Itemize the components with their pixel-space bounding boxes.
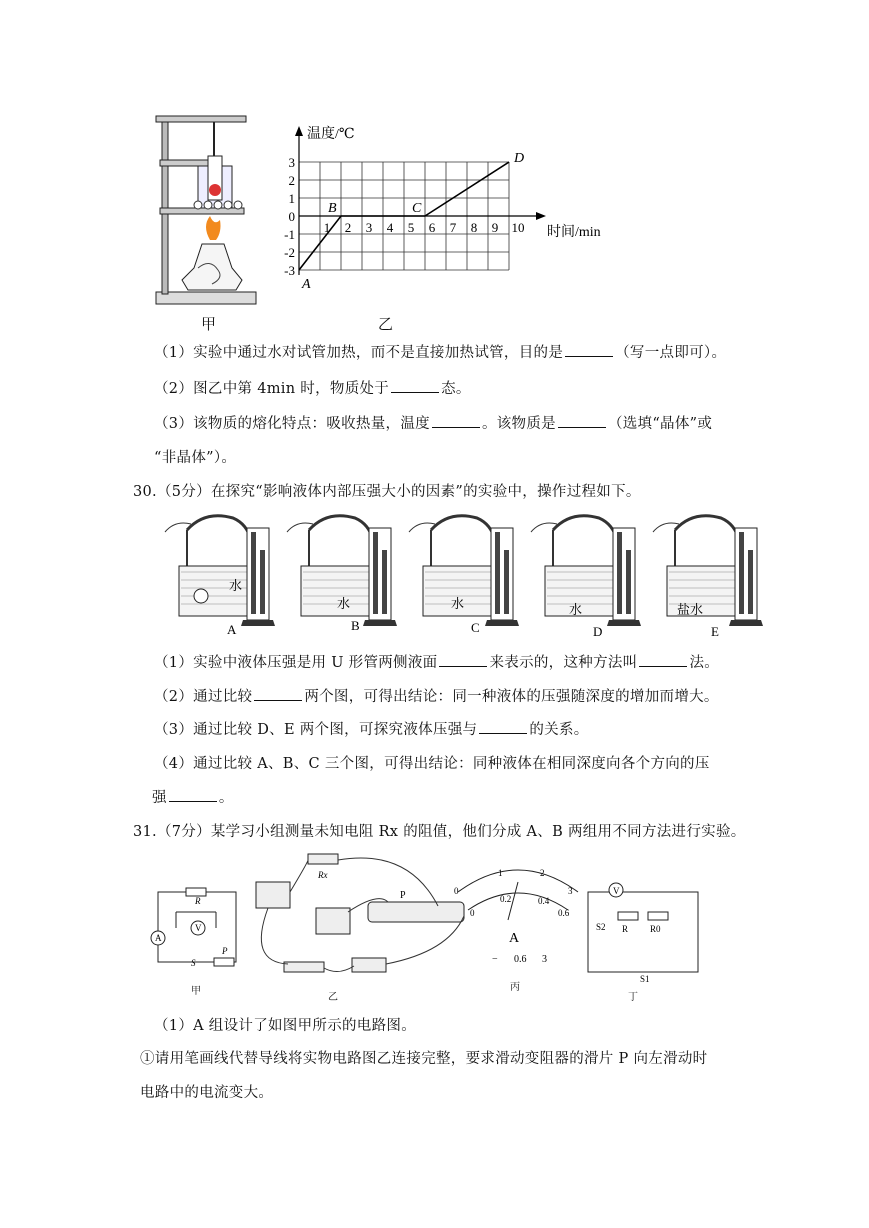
svg-text:3: 3 [542,954,547,965]
svg-text:1: 1 [498,868,503,878]
answer-blank[interactable] [479,719,527,734]
liquid-label: 水 [229,578,243,593]
panel-label: D [593,624,603,639]
figure-caption-yi: 乙 [378,315,394,333]
circuit-figures [148,852,738,1000]
panel-label: C [471,620,480,635]
y-tick: 1 [288,191,295,206]
svg-text:S2: S2 [596,922,606,932]
svg-text:S: S [191,958,196,968]
point-label-d: D [514,151,525,166]
svg-text:0.4: 0.4 [538,896,550,906]
x-tick: 10 [511,220,525,235]
q29-part3: （3）该物质的熔化特点：吸收热量，温度 。该物质是 （选填“晶体”或 [154,412,712,433]
q29-part1: （1）实验中通过水对试管加热，而不是直接加热试管，目的是 （写一点即可）。 [154,341,726,362]
heating-apparatus-figure [150,108,262,308]
q30-stem: 30.（5分）在探究“影响液体内部压强大小的因素”的实验中，操作过程如下。 [133,484,641,500]
svg-text:P: P [400,890,406,901]
y-tick: -2 [284,245,295,260]
svg-text:0: 0 [454,886,459,896]
panel-label: B [351,618,360,633]
svg-text:S1: S1 [640,974,650,984]
y-axis-label: 温度/℃ [307,127,355,142]
q31-sub1-cont: 电路中的电流变大。 [140,1085,274,1101]
answer-blank[interactable] [439,652,487,667]
x-tick: 5 [407,220,415,235]
liquid-label: 水 [337,596,351,611]
svg-text:P: P [222,946,228,956]
x-tick: 4 [386,220,394,235]
svg-text:0: 0 [470,908,475,918]
figure-caption-jia: 甲 [201,315,217,333]
point-label-a: A [302,277,311,292]
q30-part2: （2）通过比较 两个图，可得出结论：同一种液体的压强随深度的增加而增大。 [154,685,719,706]
svg-text:3: 3 [568,886,573,896]
svg-text:Rx: Rx [318,870,328,880]
q29-part3-cont: “非晶体”）。 [154,450,237,466]
y-tick: -3 [284,263,295,278]
y-tick: 0 [288,209,295,224]
circuit-caption-bing: 丙 [510,982,520,993]
liquid-label: 水 [569,602,583,617]
panel-label: A [227,622,237,637]
point-label-b: B [328,201,337,216]
q30-part4-cont: 强 。 [152,786,234,807]
x-tick: 8 [470,220,478,235]
svg-text:A: A [509,931,520,946]
answer-blank[interactable] [565,342,613,357]
pressure-experiment-figure [155,510,765,640]
x-axis-label: 时间/min [547,225,601,240]
q31-part1: （1）A 组设计了如图甲所示的电路图。 [154,1018,417,1034]
svg-text:2: 2 [540,868,545,878]
svg-text:V: V [613,886,620,896]
answer-blank[interactable] [169,787,217,802]
x-tick: 6 [428,220,436,235]
circuit-caption-ding: 丁 [628,992,638,1003]
answer-blank[interactable] [254,686,302,701]
panel-label: E [711,624,719,639]
svg-text:0.6: 0.6 [558,908,570,918]
svg-text:R: R [195,896,201,906]
svg-text:R: R [622,924,629,934]
answer-blank[interactable] [391,378,439,393]
x-tick: 2 [344,220,352,235]
y-tick: 3 [288,155,295,170]
svg-text:−: − [492,954,498,965]
svg-text:0.2: 0.2 [500,894,512,904]
svg-text:0.6: 0.6 [514,954,527,965]
answer-blank[interactable] [558,413,606,428]
y-tick: 2 [288,173,295,188]
q29-part2: （2）图乙中第 4min 时，物质处于 态。 [154,377,471,398]
q30-part4: （4）通过比较 A、B、C 三个图，可得出结论：同种液体在相同深度向各个方向的压 [154,756,710,772]
answer-blank[interactable] [432,413,480,428]
svg-text:R0: R0 [650,924,661,934]
q30-part3: （3）通过比较 D、E 两个图，可探究液体压强与 的关系。 [154,718,589,739]
circuit-caption-jia: 甲 [191,986,201,997]
svg-text:A: A [155,933,162,943]
q30-part1: （1）实验中液体压强是用 U 形管两侧液面 来表示的，这种方法叫 法。 [154,651,719,672]
x-tick: 7 [449,220,457,235]
q31-stem: 31.（7分）某学习小组测量未知电阻 Rx 的阻值，他们分成 A、B 两组用不同方法进行实验。 [133,824,746,840]
q31-sub1: ①请用笔画线代替导线将实物电路图乙连接完整，要求滑动变阻器的滑片 P 向左滑动时 [140,1051,708,1067]
x-tick: 9 [491,220,499,235]
y-tick: -1 [284,227,295,242]
answer-blank[interactable] [639,652,687,667]
x-tick: 3 [365,220,373,235]
svg-text:V: V [195,923,202,933]
x-tick: 1 [323,220,331,235]
temperature-time-graph [282,120,617,300]
liquid-label: 盐水 [677,602,704,617]
circuit-caption-yi: 乙 [328,992,338,1003]
liquid-label: 水 [451,596,465,611]
point-label-c: C [412,201,422,216]
